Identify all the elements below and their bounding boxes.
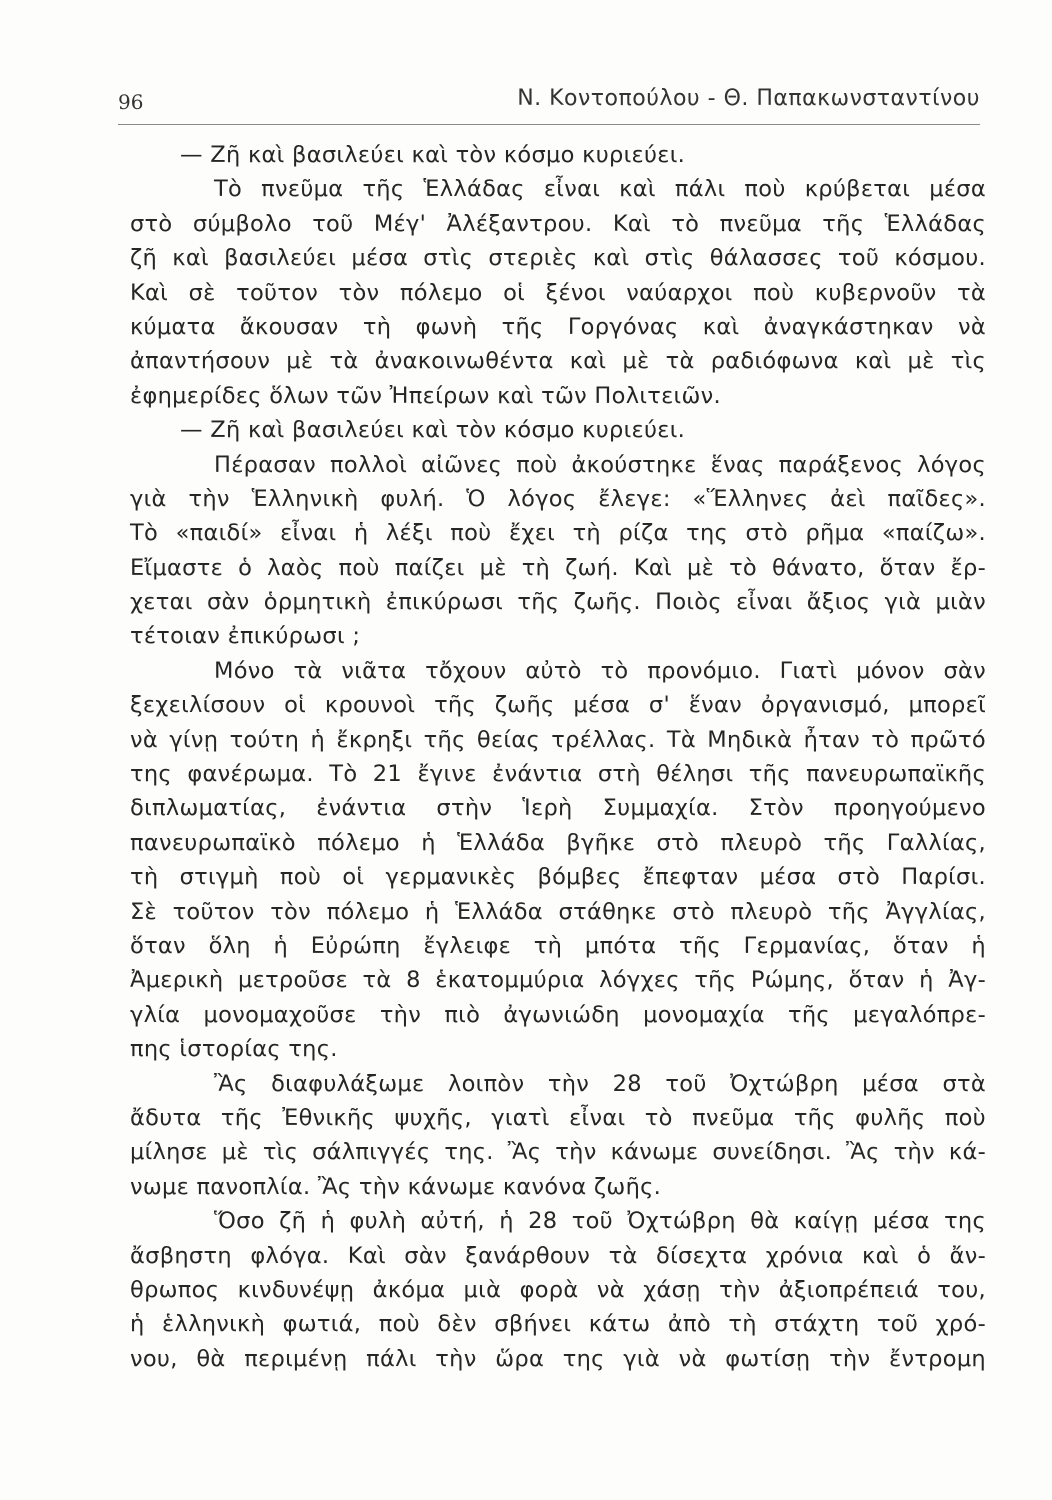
text-line: νωμε πανοπλία. Ἂς τὴν κάνωμε κανόνα ζωῆς.: [130, 1173, 662, 1200]
text-line: — Ζῆ καὶ βασιλεύει καὶ τὸν κόσμο κυριεύει.: [180, 142, 686, 168]
text-line: Πέρασαν πολλοὶ αἰῶνες ποὺ ἀκούστηκε ἕνας παράξενος λόγος: [214, 451, 986, 478]
text-line: χεται σὰν ὁρμητικὴ ἐπικύρωσι τῆς ζωῆς. Ποιὸς εἶναι ἄξιος γιὰ μιὰν: [130, 589, 986, 616]
text-line: Ὅσο ζῆ ἡ φυλὴ αὐτή, ἡ 28 τοῦ Ὀχτώβρη θὰ καίγῃ μέσα της: [214, 1208, 986, 1235]
text-line: ἐφημερίδες ὅλων τῶν Ἠπείρων καὶ τῶν Πολιτειῶν.: [130, 382, 721, 409]
text-line: Σὲ τοῦτον τὸν πόλεμο ἡ Ἑλλάδα στάθηκε στὸ πλευρὸ τῆς Ἀγγλίας,: [130, 898, 986, 925]
running-head: Ν. Κοντοπούλου - Θ. Παπακωνσταντίνου: [517, 86, 980, 111]
text-line: Ἂς διαφυλάξωμε λοιπὸν τὴν 28 τοῦ Ὀχτώβρη μέσα στὰ: [214, 1070, 986, 1097]
text-line: Τὸ «παιδί» εἶναι ἡ λέξι ποὺ ἔχει τὴ ρίζα της στὸ ρῆμα «παίζω».: [130, 520, 986, 547]
text-line: γιὰ τὴν Ἑλληνικὴ φυλή. Ὁ λόγος ἔλεγε: «Ἕλληνες ἀεὶ παῖδες».: [130, 485, 986, 512]
text-line: ξεχειλίσουν οἱ κρουνοὶ τῆς ζωῆς μέσα σ' ἕναν ὀργανισμό, μπορεῖ: [130, 692, 986, 719]
text-line: στὸ σύμβολο τοῦ Μέγ' Ἀλέξαντρου. Καὶ τὸ πνεῦμα τῆς Ἑλλάδας: [130, 210, 986, 237]
text-line: κύματα ἄκουσαν τὴ φωνὴ τῆς Γοργόνας καὶ ἀναγκάστηκαν νὰ: [130, 313, 986, 340]
header-rule: [118, 124, 980, 125]
text-line: νὰ γίνῃ τούτη ἡ ἔκρηξι τῆς θείας τρέλλας. Τὰ Μηδικὰ ἦταν τὸ πρῶτό: [130, 726, 986, 753]
text-line: Τὸ πνεῦμα τῆς Ἑλλάδας εἶναι καὶ πάλι ποὺ κρύβεται μέσα: [214, 176, 986, 203]
text-line: Εἴμαστε ὁ λαὸς ποὺ παίζει μὲ τὴ ζωή. Καὶ μὲ τὸ θάνατο, ὅταν ἔρ-: [130, 554, 986, 581]
text-line: διπλωματίας, ἐνάντια στὴν Ἱερὴ Συμμαχία. Στὸν προηγούμενο: [130, 795, 986, 822]
text-line: Καὶ σὲ τοῦτον τὸν πόλεμο οἱ ξένοι ναύαρχοι ποὺ κυβερνοῦν τὰ: [130, 279, 986, 306]
body-text: [130, 138, 986, 1376]
text-line: — Ζῆ καὶ βασιλεύει καὶ τὸν κόσμο κυριεύει.: [180, 417, 686, 444]
text-line: τέτοιαν ἐπικύρωσι ;: [130, 623, 361, 650]
text-line: θρωπος κινδυνέψῃ ἀκόμα μιὰ φορὰ νὰ χάσῃ τὴν ἀξιοπρέπειά του,: [130, 1276, 986, 1303]
text-line: νου, θὰ περιμένῃ πάλι τὴν ὥρα της γιὰ νὰ φωτίσῃ τὴν ἔντρομη: [130, 1345, 986, 1372]
page-header: [118, 86, 980, 122]
text-line: Ἀμερικὴ μετροῦσε τὰ 8 ἑκατομμύρια λόγχες τῆς Ρώμης, ὅταν ἡ Ἀγ-: [130, 967, 986, 994]
text-line: ὅταν ὅλη ἡ Εὐρώπη ἔγλειφε τὴ μπότα τῆς Γερμανίας, ὅταν ἡ: [130, 932, 986, 959]
text-line: τὴ στιγμὴ ποὺ οἱ γερμανικὲς βόμβες ἔπεφταν μέσα στὸ Παρίσι.: [130, 864, 986, 891]
text-line: Μόνο τὰ νιᾶτα τὄχουν αὐτὸ τὸ προνόμιο. Γιατὶ μόνον σὰν: [214, 657, 986, 684]
text-line: ἀπαντήσουν μὲ τὰ ἀνακοινωθέντα καὶ μὲ τὰ ραδιόφωνα καὶ μὲ τὶς: [130, 348, 986, 375]
text-line: ἄσβηστη φλόγα. Καὶ σὰν ξανάρθουν τὰ δίσεχτα χρόνια καὶ ὁ ἄν-: [130, 1242, 986, 1269]
text-line: πης ἱστορίας της.: [130, 1036, 338, 1063]
text-line: της φανέρωμα. Τὸ 21 ἔγινε ἐνάντια στὴ θέλησι τῆς πανευρωπαϊκῆς: [130, 761, 986, 788]
text-line: ζῆ καὶ βασιλεύει μέσα στὶς στεριὲς καὶ στὶς θάλασσες τοῦ κόσμου.: [130, 245, 986, 272]
text-line: ἡ ἑλληνικὴ φωτιά, ποὺ δὲν σβήνει κάτω ἀπὸ τὴ στάχτη τοῦ χρό-: [130, 1311, 986, 1338]
page-number: 96: [118, 90, 144, 114]
text-line: ἄδυτα τῆς Ἐθνικῆς ψυχῆς, γιατὶ εἶναι τὸ πνεῦμα τῆς φυλῆς ποὺ: [130, 1104, 986, 1131]
text-line: πανευρωπαϊκὸ πόλεμο ἡ Ἑλλάδα βγῆκε στὸ πλευρὸ τῆς Γαλλίας,: [130, 829, 986, 856]
text-line: μίλησε μὲ τὶς σάλπιγγές της. Ἂς τὴν κάνωμε συνείδησι. Ἂς τὴν κά-: [130, 1139, 986, 1166]
text-line: γλία μονομαχοῦσε τὴν πιὸ ἀγωνιώδη μονομαχία τῆς μεγαλόπρε-: [130, 1001, 986, 1028]
